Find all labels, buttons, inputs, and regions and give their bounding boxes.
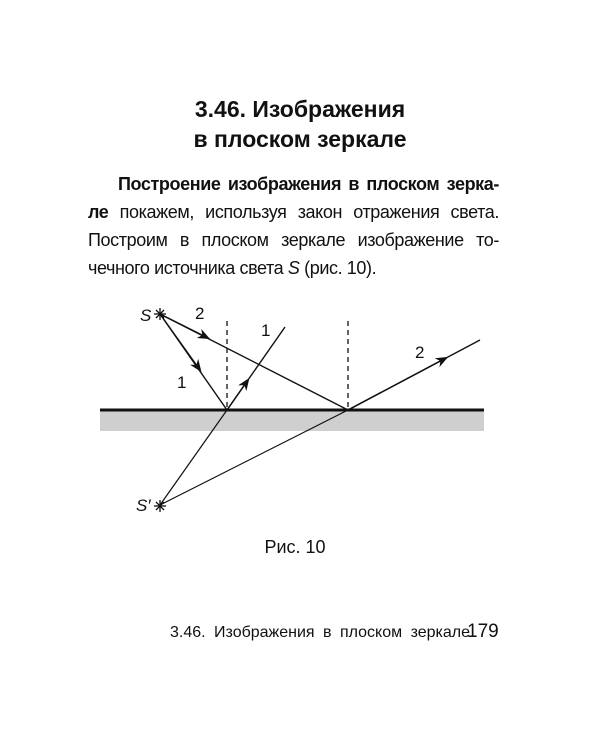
ray1-incident: [160, 314, 227, 410]
mirror-back: [100, 410, 484, 431]
label-source: S: [140, 306, 152, 325]
section-title-line2: в плоском зеркале: [193, 126, 407, 152]
text: (рис. 10).: [299, 258, 377, 278]
label-ray2-incident: 2: [195, 304, 205, 323]
ray2-reflected-arrow: [348, 358, 446, 410]
figure-caption: Рис. 10: [264, 537, 326, 557]
running-title: 3.46. Изображения в плоском зеркале: [170, 624, 471, 641]
text: чечного источника света: [88, 258, 288, 278]
source-star-icon: [154, 308, 166, 320]
bold-term-end: ле: [88, 202, 109, 222]
paragraph-line-3: Построим в плоском зеркале изображение то-: [88, 230, 499, 250]
label-image: S′: [136, 496, 151, 515]
source-variable: S: [287, 258, 300, 278]
label-ray1-reflected: 1: [261, 321, 271, 340]
section-title-line1: 3.46. Изображения: [194, 96, 406, 122]
ray1-reflected-arrow: [227, 380, 248, 410]
label-ray2-reflected: 2: [415, 343, 425, 362]
bold-term: Построение изображения в плоском зерка-: [118, 174, 499, 194]
image-star-icon: [154, 500, 166, 512]
label-ray1-incident: 1: [177, 373, 187, 392]
text: покажем, используя закон отражения света.: [108, 202, 499, 222]
page-number: 179: [467, 621, 499, 642]
